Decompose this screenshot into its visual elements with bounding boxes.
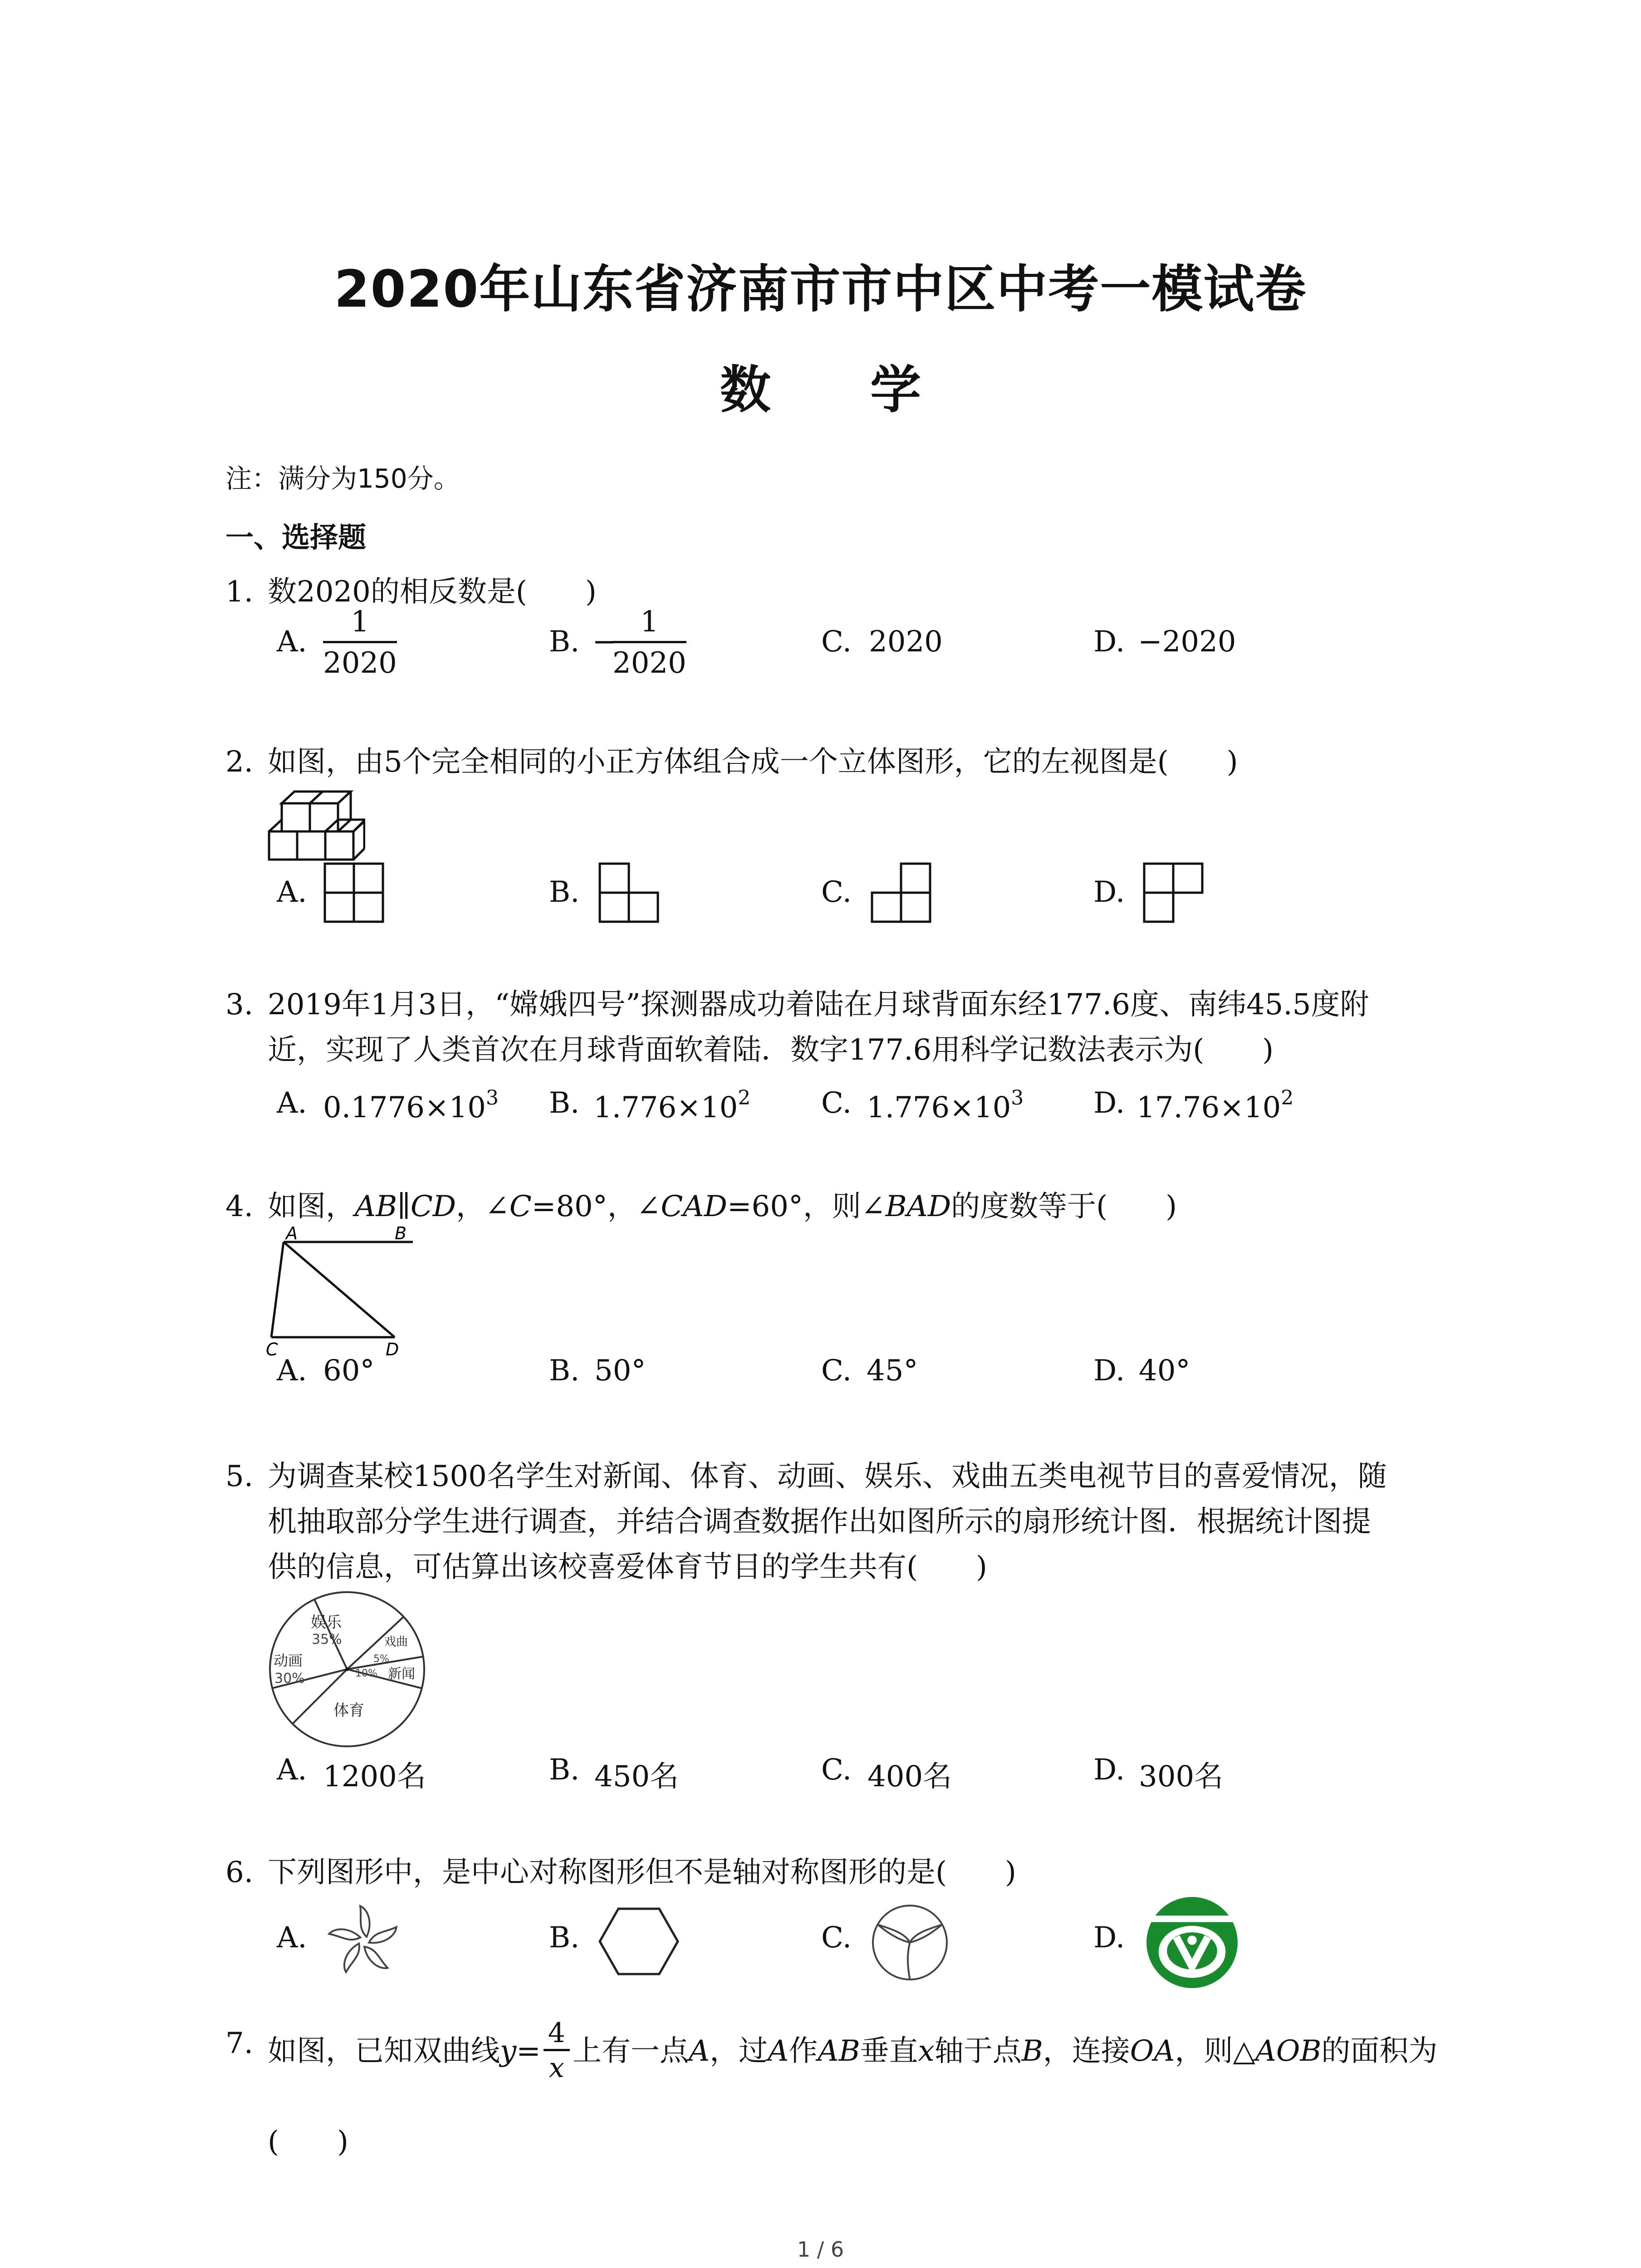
q2-option-c-label: C. [821, 875, 852, 909]
q6-option-c-label: C. [821, 1921, 852, 1955]
q4-point-d: D [386, 1339, 399, 1356]
q4-option-b: 50° [594, 1354, 646, 1388]
q4-text-part: =60°，则∠ [727, 1190, 886, 1223]
q6-option-a-pinwheel [323, 1901, 405, 1982]
pie-label-tiyu: 体育 [333, 1701, 364, 1720]
q7-text-part: x [918, 2034, 935, 2068]
q3-option-b-base: 1.776×10 [593, 1091, 738, 1124]
q6-number: 6. [225, 1856, 254, 1889]
q2-number: 2. [225, 745, 254, 779]
q7-text-part: A [688, 2034, 710, 2068]
q4-point-c: C [266, 1339, 278, 1356]
q3-option-c-label: C. [821, 1086, 852, 1120]
fraction-numerator: 1 [612, 606, 686, 643]
q6-option-c-circle-figure [870, 1903, 950, 1982]
q4-option-d: 40° [1139, 1354, 1190, 1388]
q7-text [268, 2017, 1438, 2086]
q1-option-c: 2020 [869, 625, 943, 659]
q4-option-a-label: A. [277, 1354, 307, 1388]
q3-option-b [593, 1086, 750, 1124]
q3-option-c-base: 1.776×10 [867, 1091, 1011, 1124]
q4-option-c-label: C. [821, 1354, 852, 1388]
q7-text-part: 如图，已知双曲线 [268, 2034, 500, 2068]
q5-option-b: 450名 [594, 1760, 679, 1794]
q7-text-part: B [1021, 2034, 1043, 2068]
q2-option-c-figure [870, 862, 934, 925]
q6-option-a-label: A. [277, 1921, 307, 1955]
q2-option-b-figure [598, 862, 661, 925]
q7-text-part: ，则△ [1175, 2034, 1255, 2068]
q3-option-d-label: D. [1093, 1086, 1125, 1120]
q3-option-d [1136, 1086, 1293, 1124]
q4-text-part: =80°，∠ [531, 1190, 661, 1223]
q3-option-a [323, 1086, 499, 1124]
q4-text-part: C [509, 1190, 532, 1223]
q4-option-c: 45° [867, 1354, 918, 1388]
q1-option-d-label: D. [1093, 625, 1125, 659]
q2-cubes-figure [265, 787, 365, 864]
q5-option-d-label: D. [1093, 1753, 1125, 1787]
q7-text-part: AB [818, 2034, 860, 2068]
q1-text: 数2020的相反数是( ) [268, 575, 597, 609]
q7-text-part: OA [1130, 2034, 1175, 2068]
q6-option-b-label: B. [549, 1921, 580, 1955]
q3-option-a-exponent: 3 [486, 1086, 499, 1110]
q1-number: 1. [225, 575, 254, 609]
q3-option-b-label: B. [549, 1086, 580, 1120]
q4-trapezoid-figure [263, 1225, 417, 1356]
q4-text-part: ，∠ [456, 1190, 509, 1223]
q7-text-part: 上有一点 [572, 2034, 689, 2068]
q5-line-2: 机抽取部分学生进行调查，并结合调查数据作出如图所示的扇形统计图．根据统计图提 [268, 1505, 1371, 1539]
q2-text: 如图，由5个完全相同的小正方体组合成一个立体图形，它的左视图是( ) [268, 745, 1238, 779]
q6-text: 下列图形中，是中心对称图形但不是轴对称图形的是( ) [268, 1856, 1016, 1889]
q3-option-c-exponent: 3 [1011, 1086, 1024, 1110]
section-heading: 一、选择题 [225, 521, 367, 554]
pie-label-xinwen: 新闻 [388, 1666, 415, 1682]
q7-fraction-numerator: 4 [544, 2018, 570, 2051]
q7-text-part: 垂直 [860, 2034, 918, 2068]
q7-text-part: y [500, 2034, 517, 2068]
q4-text-part: 如图， [268, 1190, 355, 1223]
pie-label-yule: 娱乐 [311, 1613, 342, 1632]
q2-option-b-label: B. [549, 875, 580, 909]
q1-option-b [612, 606, 686, 681]
q7-text-part: ，过 [710, 2034, 768, 2068]
q7-answer-blank: ( ) [268, 2125, 348, 2159]
q3-line-2: 近，实现了人类首次在月球背面软着陆．数字177.6用科学记数法表示为( ) [268, 1033, 1274, 1067]
exam-title: 2020年山东省济南市市中区中考一模试卷 [334, 260, 1307, 319]
score-note: 注：满分为150分。 [225, 463, 460, 494]
q4-option-b-label: B. [549, 1354, 580, 1388]
q4-option-d-label: D. [1093, 1354, 1125, 1388]
page-number: 1 / 6 [797, 2237, 844, 2262]
q4-text [268, 1184, 1177, 1229]
q4-text-part: 的度数等于( ) [951, 1190, 1177, 1223]
q7-text-part: 轴于点 [934, 2034, 1022, 2068]
q7-text-part: 的面积为 [1321, 2034, 1438, 2068]
pie-pct-xinwen: 10% [355, 1668, 377, 1679]
q4-text-part: AB∥CD [355, 1190, 456, 1223]
fraction-numerator: 1 [323, 606, 397, 643]
q7-text-part: = [516, 2034, 541, 2068]
q3-option-a-label: A. [277, 1086, 307, 1120]
q4-text-part: CAD [661, 1190, 727, 1223]
q3-option-d-base: 17.76×10 [1136, 1091, 1281, 1124]
q2-option-a-label: A. [277, 875, 307, 909]
q4-point-b: B [395, 1225, 407, 1243]
q7-number: 7. [225, 2027, 254, 2060]
q3-option-d-exponent: 2 [1281, 1086, 1294, 1110]
subject-title: 数 学 [720, 361, 962, 420]
q7-text-part: ，连接 [1043, 2034, 1130, 2068]
q3-option-a-base: 0.1776×10 [323, 1091, 486, 1124]
q3-line-1: 2019年1月3日，“嫦娥四号”探测器成功着陆在月球背面东经177.6度、南纬45.5度附 [268, 988, 1369, 1022]
q5-line-3: 供的信息，可估算出该校喜爱体育节目的学生共有( ) [268, 1550, 987, 1584]
q5-pie-chart [265, 1588, 429, 1751]
pie-label-xiqu: 戏曲 [384, 1635, 408, 1649]
q5-number: 5. [225, 1460, 254, 1493]
q4-point-a: A [286, 1225, 298, 1243]
q2-option-a-figure [323, 862, 387, 925]
q7-text-part: 作 [789, 2034, 818, 2068]
q6-option-d-green-logo [1146, 1896, 1239, 1989]
q4-number: 4. [225, 1190, 254, 1223]
q7-text-part: AOB [1255, 2034, 1322, 2068]
fraction-denominator: 2020 [323, 646, 397, 680]
q7-text-part: A [768, 2034, 789, 2068]
pie-pct-yule: 35% [312, 1632, 342, 1647]
q5-option-a: 1200名 [323, 1760, 426, 1794]
q5-line-1: 为调查某校1500名学生对新闻、体育、动画、娱乐、戏曲五类电视节目的喜爱情况，随 [268, 1460, 1387, 1493]
q5-option-c-label: C. [821, 1753, 852, 1787]
q5-option-b-label: B. [549, 1753, 580, 1787]
q1-option-a [323, 606, 397, 681]
q1-option-a-label: A. [277, 625, 307, 659]
q2-option-d-figure [1142, 862, 1206, 925]
q5-option-c: 400名 [867, 1760, 952, 1794]
q6-option-d-label: D. [1093, 1921, 1125, 1955]
q7-fraction-denominator: x [549, 2052, 564, 2084]
pie-pct-donghua: 30% [274, 1671, 305, 1686]
q1-option-d: −2020 [1138, 625, 1236, 659]
pie-label-donghua: 动画 [274, 1652, 303, 1669]
q1-option-b-sign: − [592, 625, 617, 659]
q2-option-d-label: D. [1093, 875, 1125, 909]
q3-number: 3. [225, 988, 254, 1022]
q3-option-b-exponent: 2 [738, 1086, 751, 1110]
q4-option-a: 60° [323, 1354, 375, 1388]
fraction-denominator: 2020 [612, 646, 686, 680]
q6-option-b-hexagon [598, 1905, 680, 1978]
q5-option-d: 300名 [1139, 1760, 1224, 1794]
q1-option-c-label: C. [821, 625, 852, 659]
q3-option-c [867, 1086, 1024, 1124]
q4-text-part: BAD [885, 1190, 951, 1223]
q1-option-b-label: B. [549, 625, 580, 659]
q5-option-a-label: A. [277, 1753, 307, 1787]
pie-pct-xiqu: 5% [373, 1653, 389, 1665]
